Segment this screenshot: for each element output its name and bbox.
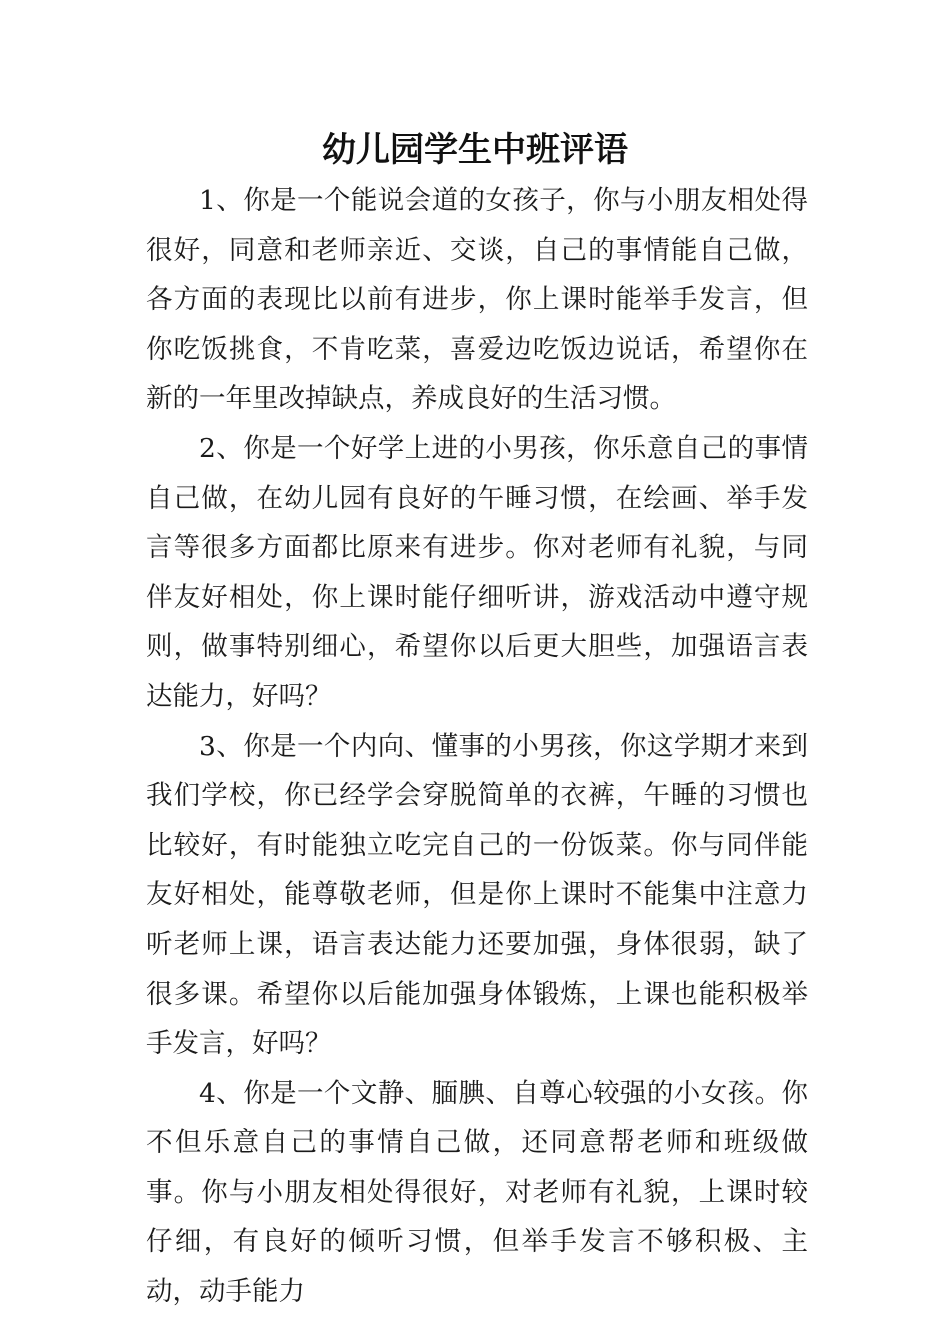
comment-paragraph-4: 4、你是一个文静、腼腆、自尊心较强的小女孩。你不但乐意自己的事情自己做，还同意帮老师和班级做事。你与小朋友相处得很好，对老师有礼貌，上课时较仔细，有良好的倾听习惯，但举手发言不够积极、主动，动手能力	[146, 1077, 808, 1308]
document-title: 幼儿园学生中班评语	[322, 130, 628, 170]
comment-paragraph-2: 2、你是一个好学上进的小男孩，你乐意自己的事情自己做，在幼儿园有良好的午睡习惯，在绘画、举手发言等很多方面都比原来有进步。你对老师有礼貌，与同伴友好相处，你上课时能仔细听讲，游戏活动中遵守规则，做事特别细心，希望你以后更大胆些，加强语言表达能力，好吗？	[146, 432, 808, 712]
comment-paragraph-1: 1、你是一个能说会道的女孩子，你与小朋友相处得很好，同意和老师亲近、交谈，自己的事情能自己做，各方面的表现比以前有进步，你上课时能举手发言，但你吃饭挑食，不肯吃菜，喜爱边吃饭边说话，希望你在新的一年里改掉缺点，养成良好的生活习惯。	[146, 185, 808, 415]
comment-paragraph-3: 3、你是一个内向、懂事的小男孩，你这学期才来到我们学校，你已经学会穿脱简单的衣裤，午睡的习惯也比较好，有时能独立吃完自己的一份饭菜。你与同伴能友好相处，能尊敬老师，但是你上课时不能集中注意力听老师上课，语言表达能力还要加强，身体很弱，缺了很多课。希望你以后能加强身体锻炼，上课也能积极举手发言，好吗？	[146, 730, 808, 1060]
document-body	[146, 176, 808, 1317]
